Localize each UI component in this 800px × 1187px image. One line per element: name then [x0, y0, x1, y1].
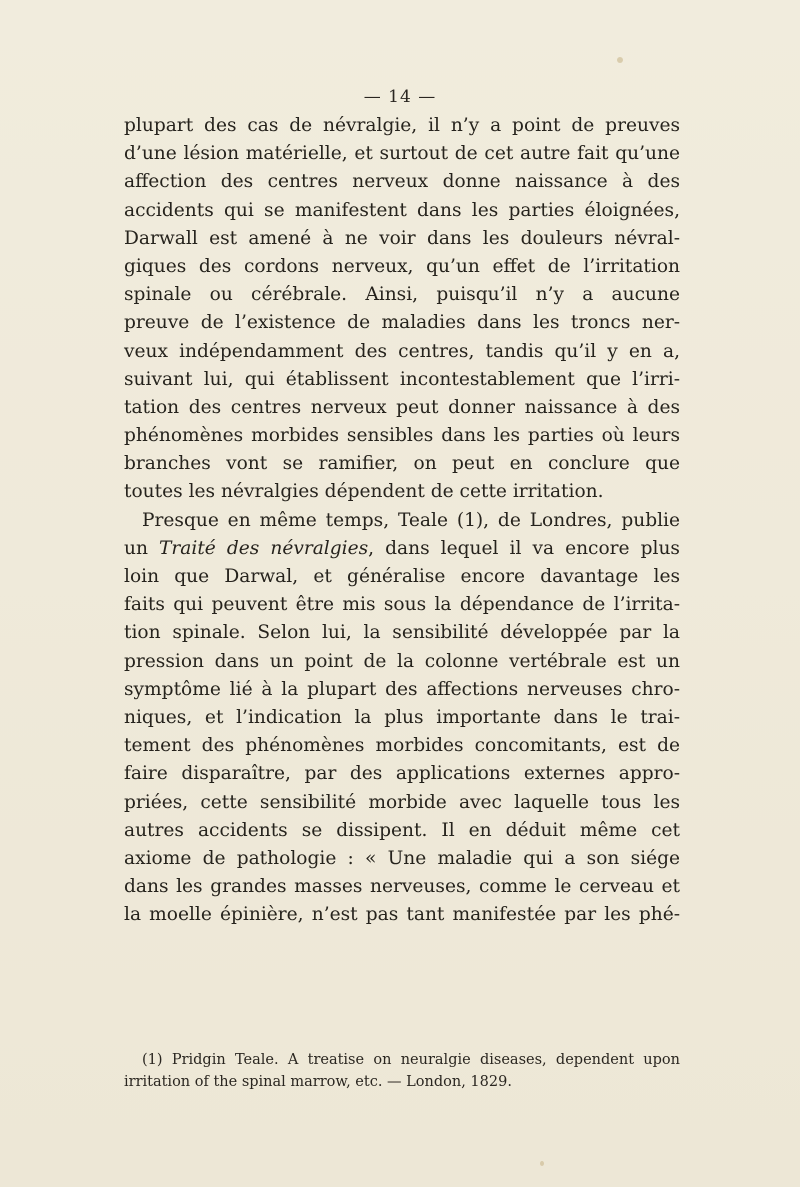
text-line: faire disparaître, par des applications externes appro- — [124, 763, 680, 785]
text-line: suivant lui, qui établissent incontestablement que l’irri- — [124, 368, 680, 390]
body-text — [124, 112, 680, 929]
text-line: axiome de pathologie : « Une maladie qui a son siége — [124, 847, 680, 869]
text-fragment: , dans lequel il va encore plus — [368, 537, 680, 559]
text-fragment: un — [124, 537, 159, 559]
text-line: plupart des cas de névralgie, il n’y a point de preuves — [124, 115, 680, 136]
text-line: d’une lésion matérielle, et surtout de cet autre fait qu’une — [124, 143, 680, 165]
book-title-italic: Traité des névralgies — [159, 537, 369, 559]
text-line: accidents qui se manifestent dans les parties éloignées, — [124, 199, 680, 221]
paragraph-end-line: toutes les névralgies dépendent de cette irritation. — [124, 481, 604, 503]
text-line: tement des phénomènes morbides concomitants, est de — [124, 735, 680, 757]
text-line: branches vont se ramifier, on peut en conclure que — [124, 453, 680, 475]
text-line: tion spinale. Selon lui, la sensibilité développée par la — [124, 622, 680, 644]
text-line: priées, cette sensibilité morbide avec laquelle tous les — [124, 791, 680, 813]
text-line: autres accidents se dissipent. Il en déduit même cet — [124, 819, 680, 841]
page-number: — 14 — — [363, 87, 437, 107]
text-line: loin que Darwal, et généralise encore davantage les — [124, 566, 680, 587]
text-line: spinale ou cérébrale. Ainsi, puisqu’il n’y a aucune — [124, 284, 680, 306]
footnote — [124, 1049, 680, 1093]
text-line: faits qui peuvent être mis sous la dépendance de l’irrita- — [124, 594, 680, 616]
text-line: pression dans un point de la colonne vertébrale est un — [124, 650, 680, 672]
text-line: symptôme lié à la plupart des affections nerveuses chro- — [124, 678, 680, 700]
text-line: veux indépendamment des centres, tandis qu’il y en a, — [124, 340, 680, 362]
text-line: la moelle épinière, n’est pas tant manifestée par les phé- — [124, 904, 680, 926]
paper-speck — [540, 1161, 544, 1166]
paper-speck — [617, 57, 623, 63]
paragraph-start-line: Presque en même temps, Teale (1), de Londres, publie — [142, 509, 680, 531]
text-line: preuve de l’existence de maladies dans les troncs ner- — [124, 312, 680, 334]
text-line: affection des centres nerveux donne naissance à des — [124, 171, 680, 193]
text-line: tation des centres nerveux peut donner naissance à des — [124, 396, 680, 418]
text-line: phénomènes morbides sensibles dans les parties où leurs — [124, 425, 680, 447]
text-line: dans les grandes masses nerveuses, comme le cerveau et — [124, 876, 680, 898]
footnote-line: irritation of the spinal marrow, etc. — London, 1829. — [124, 1074, 512, 1090]
footnote-line: (1) Pridgin Teale. A treatise on neuralgie diseases, dependent upon — [142, 1052, 680, 1068]
text-line: Darwall est amené à ne voir dans les douleurs névral- — [124, 227, 680, 249]
text-line-with-italic-title — [124, 535, 680, 563]
text-line: giques des cordons nerveux, qu’un effet de l’irritation — [124, 255, 680, 277]
text-line: niques, et l’indication la plus importante dans le trai- — [124, 706, 680, 728]
